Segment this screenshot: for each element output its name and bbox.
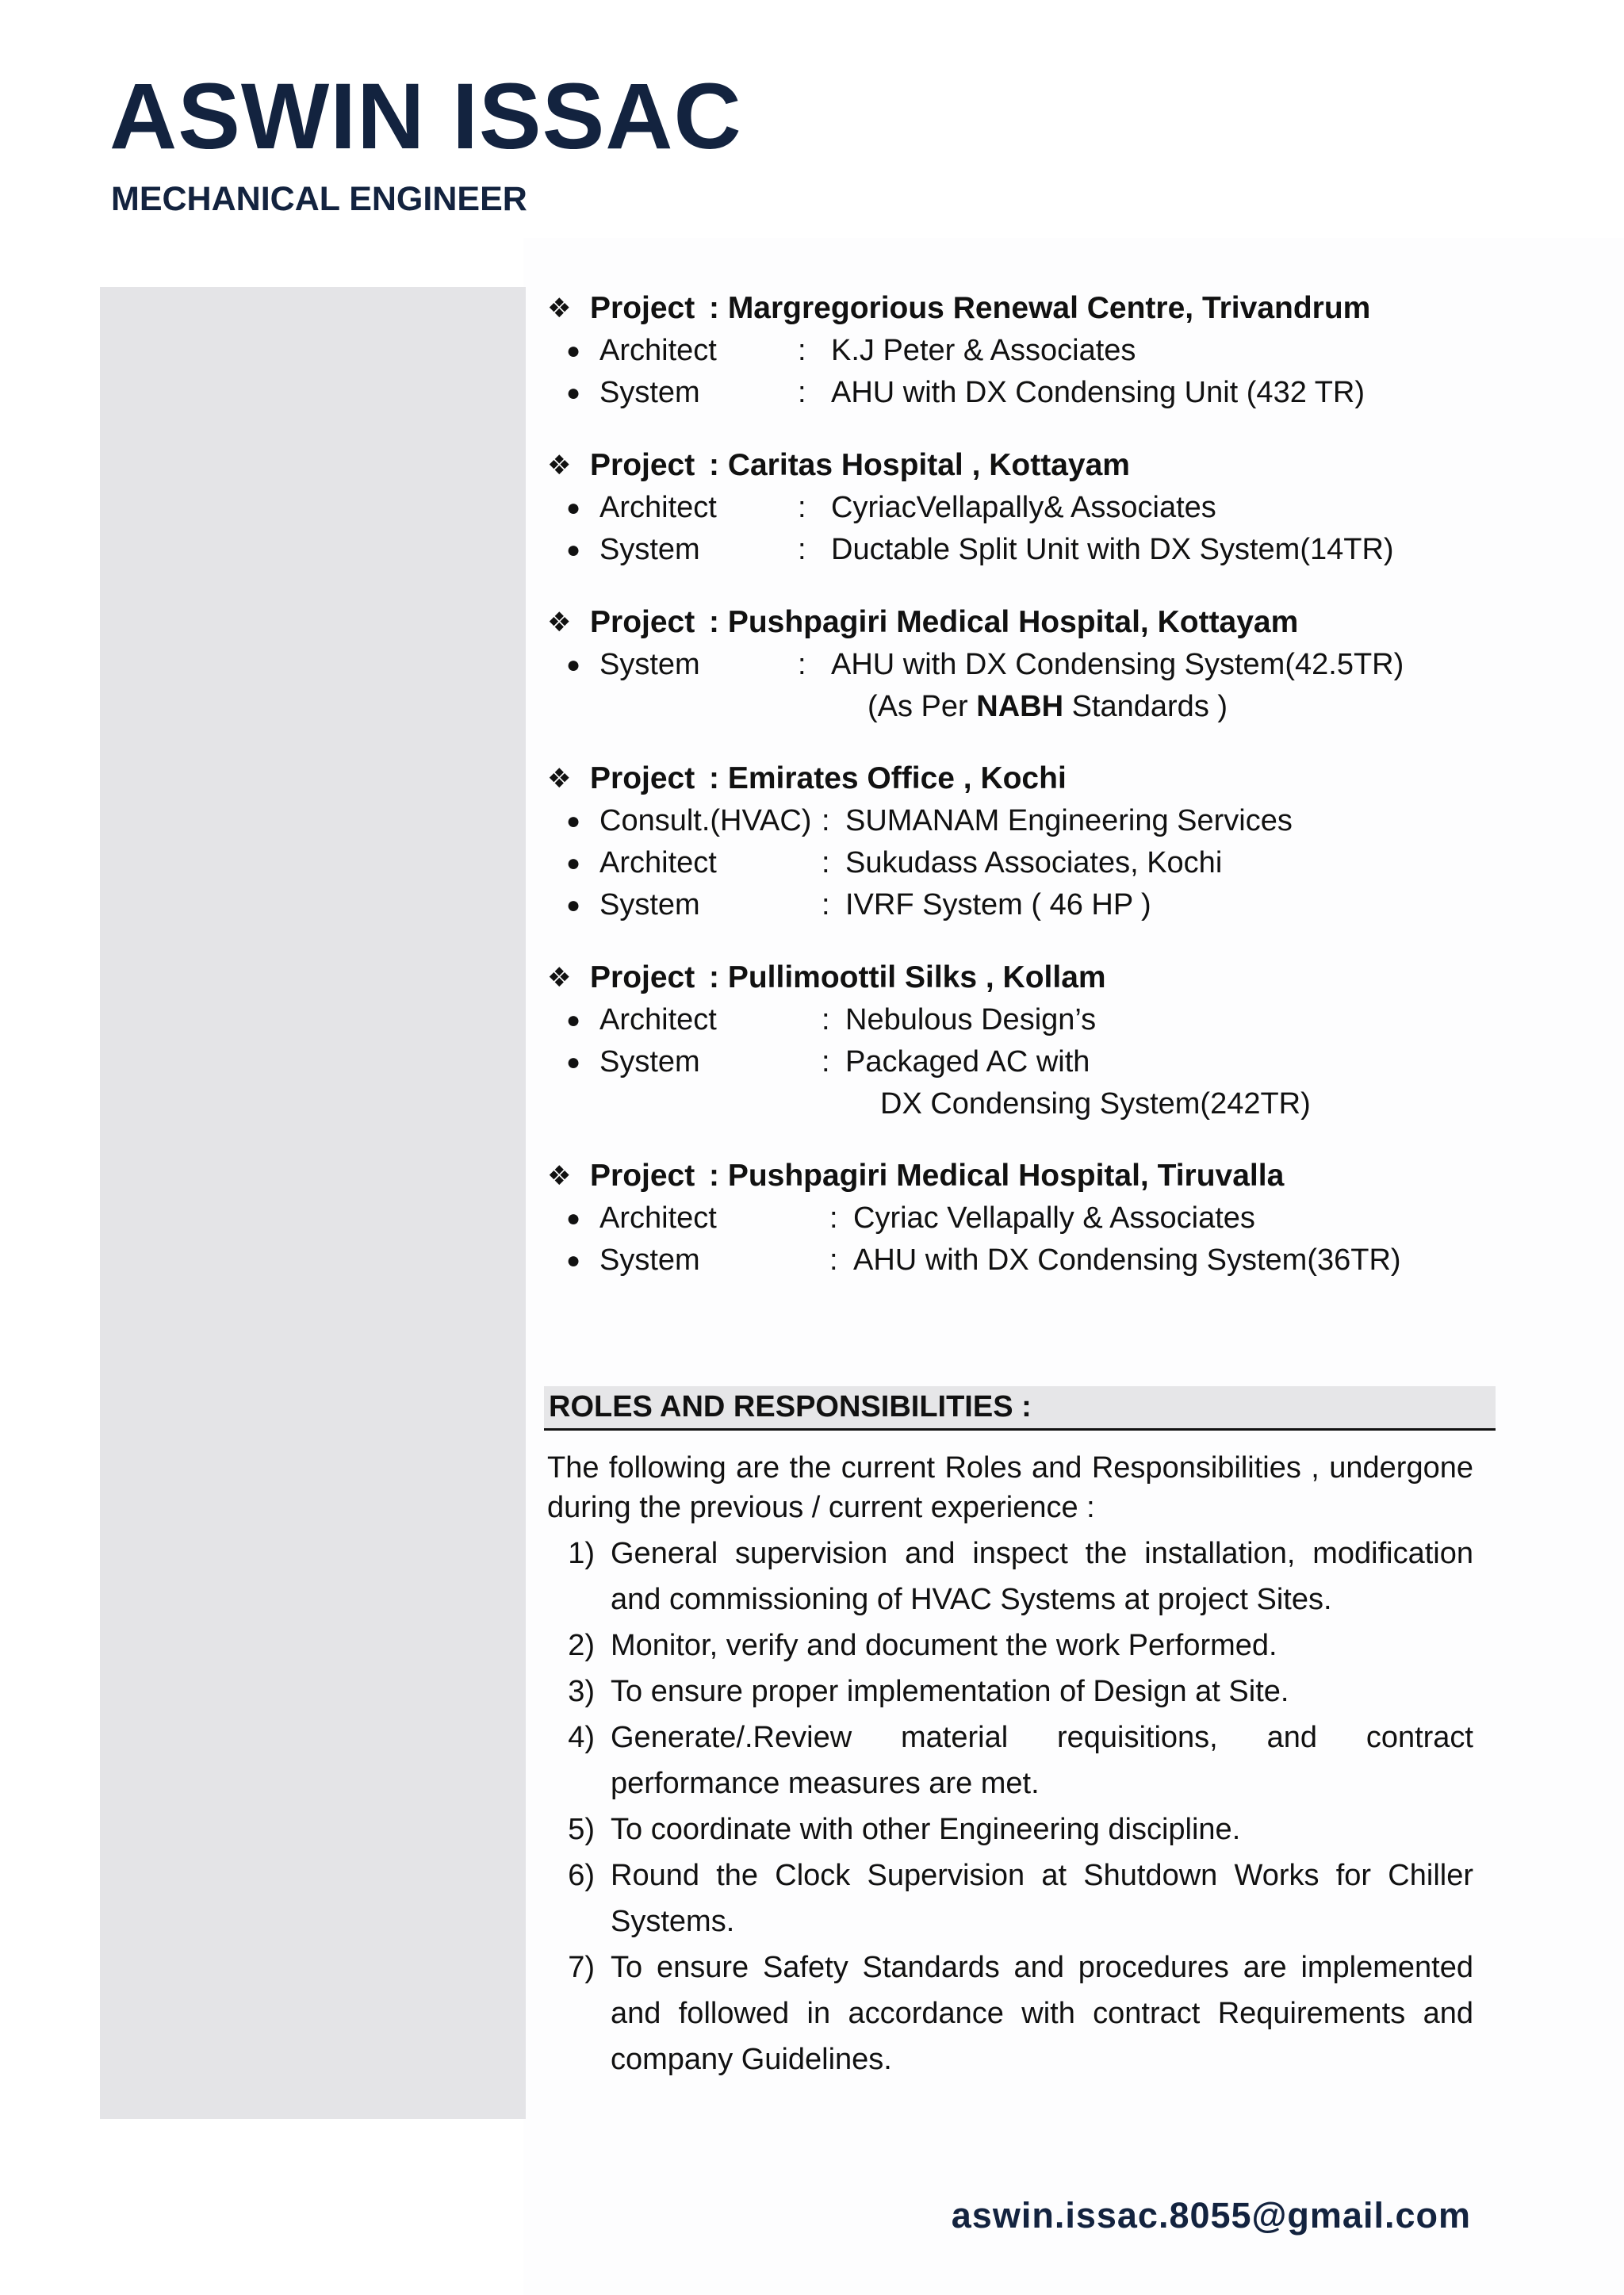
project-detail bbox=[547, 1041, 1483, 1083]
roles-heading: ROLES AND RESPONSIBILITIES : bbox=[544, 1386, 1496, 1431]
detail-value: CyriacVellapally& Associates bbox=[831, 491, 1216, 524]
project-detail bbox=[547, 529, 1483, 571]
diamond-bullet-icon: ❖ bbox=[547, 764, 572, 794]
project-detail bbox=[547, 1197, 1483, 1239]
round-bullet-icon: ● bbox=[565, 1247, 581, 1274]
project-entry bbox=[547, 287, 1483, 414]
diamond-bullet-icon: ❖ bbox=[547, 963, 572, 993]
detail-separator: : bbox=[829, 1201, 838, 1235]
project-label: Project bbox=[590, 605, 695, 639]
detail-key: Architect bbox=[599, 334, 717, 367]
detail-key: System bbox=[599, 888, 700, 921]
round-bullet-icon: ● bbox=[565, 849, 581, 876]
list-item bbox=[547, 1715, 1473, 1806]
project-title: : Caritas Hospital , Kottayam bbox=[709, 448, 1130, 482]
diamond-bullet-icon: ❖ bbox=[547, 1161, 572, 1191]
detail-separator: : bbox=[798, 376, 806, 409]
round-bullet-icon: ● bbox=[565, 337, 581, 364]
project-detail bbox=[547, 999, 1483, 1041]
project-label: Project bbox=[590, 960, 695, 994]
note-suffix: Standards ) bbox=[1063, 689, 1228, 723]
project-entry bbox=[547, 601, 1483, 727]
item-text: To ensure proper implementation of Design at Site. bbox=[611, 1675, 1289, 1708]
detail-key: Architect bbox=[599, 1003, 717, 1036]
item-text: General supervision and inspect the installation, modification and commissioning of HVAC Systems at project Sites. bbox=[611, 1537, 1473, 1616]
list-item bbox=[547, 1669, 1473, 1715]
detail-value: Packaged AC with bbox=[845, 1045, 1090, 1079]
project-entry bbox=[547, 1155, 1483, 1282]
detail-separator: : bbox=[798, 533, 806, 566]
project-note bbox=[547, 686, 1483, 727]
list-item bbox=[547, 1852, 1473, 1944]
project-detail bbox=[547, 842, 1483, 884]
project-detail bbox=[547, 884, 1483, 926]
detail-separator: : bbox=[822, 1045, 830, 1079]
project-detail-continuation: DX Condensing System(242TR) bbox=[880, 1086, 1311, 1121]
detail-key: System bbox=[599, 376, 700, 409]
project-detail bbox=[547, 487, 1483, 529]
item-number: 4) bbox=[568, 1721, 595, 1754]
round-bullet-icon: ● bbox=[565, 494, 581, 521]
detail-separator: : bbox=[829, 1243, 838, 1277]
item-text: Generate/.Review material requisitions, and contract performance measures are met. bbox=[611, 1721, 1473, 1800]
detail-value: AHU with DX Condensing System(36TR) bbox=[853, 1243, 1401, 1277]
detail-value: Cyriac Vellapally & Associates bbox=[853, 1201, 1255, 1235]
diamond-bullet-icon: ❖ bbox=[547, 450, 572, 481]
item-number: 7) bbox=[568, 1951, 595, 1984]
list-item bbox=[547, 1531, 1473, 1623]
project-entry bbox=[547, 956, 1483, 1125]
round-bullet-icon: ● bbox=[565, 1006, 581, 1033]
project-heading bbox=[547, 1155, 1483, 1197]
item-number: 2) bbox=[568, 1629, 595, 1662]
round-bullet-icon: ● bbox=[565, 379, 581, 406]
detail-value: IVRF System ( 46 HP ) bbox=[845, 888, 1151, 921]
detail-separator: : bbox=[798, 491, 806, 524]
detail-separator: : bbox=[822, 1003, 830, 1036]
diamond-bullet-icon: ❖ bbox=[547, 293, 572, 324]
detail-value: AHU with DX Condensing System(42.5TR) bbox=[831, 648, 1404, 681]
roles-section bbox=[547, 1448, 1473, 2082]
candidate-name: ASWIN ISSAC bbox=[109, 64, 742, 169]
item-number: 5) bbox=[568, 1813, 595, 1846]
round-bullet-icon: ● bbox=[565, 536, 581, 563]
job-title: MECHANICAL ENGINEER bbox=[111, 180, 527, 218]
detail-separator: : bbox=[798, 648, 806, 681]
detail-value: K.J Peter & Associates bbox=[831, 334, 1136, 367]
note-prefix: (As Per bbox=[868, 689, 977, 723]
detail-value: Ductable Split Unit with DX System(14TR) bbox=[831, 533, 1394, 566]
note-bold: NABH bbox=[976, 689, 1064, 723]
detail-separator: : bbox=[822, 888, 830, 921]
project-label: Project bbox=[590, 448, 695, 482]
round-bullet-icon: ● bbox=[565, 807, 581, 834]
project-title: : Pushpagiri Medical Hospital, Tiruvalla bbox=[709, 1159, 1285, 1193]
project-title: : Pushpagiri Medical Hospital, Kottayam bbox=[709, 605, 1299, 639]
roles-intro: The following are the current Roles and Responsibilities , undergone during the previous / current experience : bbox=[547, 1451, 1473, 1524]
project-entry bbox=[547, 444, 1483, 571]
project-heading bbox=[547, 956, 1483, 999]
detail-separator: : bbox=[822, 846, 830, 879]
item-number: 6) bbox=[568, 1859, 595, 1892]
project-detail bbox=[547, 330, 1483, 372]
project-detail bbox=[547, 800, 1483, 842]
detail-key: Consult.(HVAC) bbox=[599, 804, 812, 837]
project-heading bbox=[547, 444, 1483, 487]
item-text: To ensure Safety Standards and procedures are implemented and followed in accordance with contract Requirements and company Guidelines. bbox=[611, 1951, 1473, 2076]
item-number: 1) bbox=[568, 1537, 595, 1570]
detail-value: SUMANAM Engineering Services bbox=[845, 804, 1293, 837]
roles-list bbox=[547, 1531, 1473, 2082]
project-detail bbox=[547, 1239, 1483, 1282]
project-detail bbox=[547, 644, 1483, 686]
round-bullet-icon: ● bbox=[565, 891, 581, 918]
project-heading bbox=[547, 287, 1483, 330]
detail-separator: : bbox=[822, 804, 830, 837]
list-item bbox=[547, 1806, 1473, 1852]
project-entry bbox=[547, 757, 1483, 926]
email-address[interactable]: aswin.issac.8055@gmail.com bbox=[951, 2195, 1471, 2236]
detail-key: Architect bbox=[599, 1201, 717, 1235]
project-title: : Margregorious Renewal Centre, Trivandrum bbox=[709, 291, 1371, 325]
list-item bbox=[547, 1623, 1473, 1669]
detail-key: Architect bbox=[599, 491, 717, 524]
project-label: Project bbox=[590, 1159, 695, 1193]
detail-key: Architect bbox=[599, 846, 717, 879]
project-title: : Emirates Office , Kochi bbox=[709, 761, 1067, 795]
project-heading bbox=[547, 601, 1483, 644]
detail-value: Nebulous Design’s bbox=[845, 1003, 1097, 1036]
side-panel bbox=[100, 287, 526, 2119]
detail-key: System bbox=[599, 1243, 700, 1277]
round-bullet-icon: ● bbox=[565, 1048, 581, 1075]
projects-list bbox=[547, 287, 1483, 1312]
detail-key: System bbox=[599, 1045, 700, 1079]
round-bullet-icon: ● bbox=[565, 1205, 581, 1232]
item-text: To coordinate with other Engineering discipline. bbox=[611, 1813, 1241, 1846]
item-text: Monitor, verify and document the work Performed. bbox=[611, 1629, 1277, 1662]
project-label: Project bbox=[590, 291, 695, 325]
detail-separator: : bbox=[798, 334, 806, 367]
detail-key: System bbox=[599, 648, 700, 681]
detail-value: Sukudass Associates, Kochi bbox=[845, 846, 1223, 879]
detail-key: System bbox=[599, 533, 700, 566]
item-number: 3) bbox=[568, 1675, 595, 1708]
list-item bbox=[547, 1944, 1473, 2082]
project-heading bbox=[547, 757, 1483, 800]
item-text: Round the Clock Supervision at Shutdown Works for Chiller Systems. bbox=[611, 1859, 1473, 1938]
project-detail bbox=[547, 372, 1483, 414]
project-label: Project bbox=[590, 761, 695, 795]
detail-value: AHU with DX Condensing Unit (432 TR) bbox=[831, 376, 1365, 409]
diamond-bullet-icon: ❖ bbox=[547, 607, 572, 638]
round-bullet-icon: ● bbox=[565, 651, 581, 678]
project-title: : Pullimoottil Silks , Kollam bbox=[709, 960, 1106, 994]
